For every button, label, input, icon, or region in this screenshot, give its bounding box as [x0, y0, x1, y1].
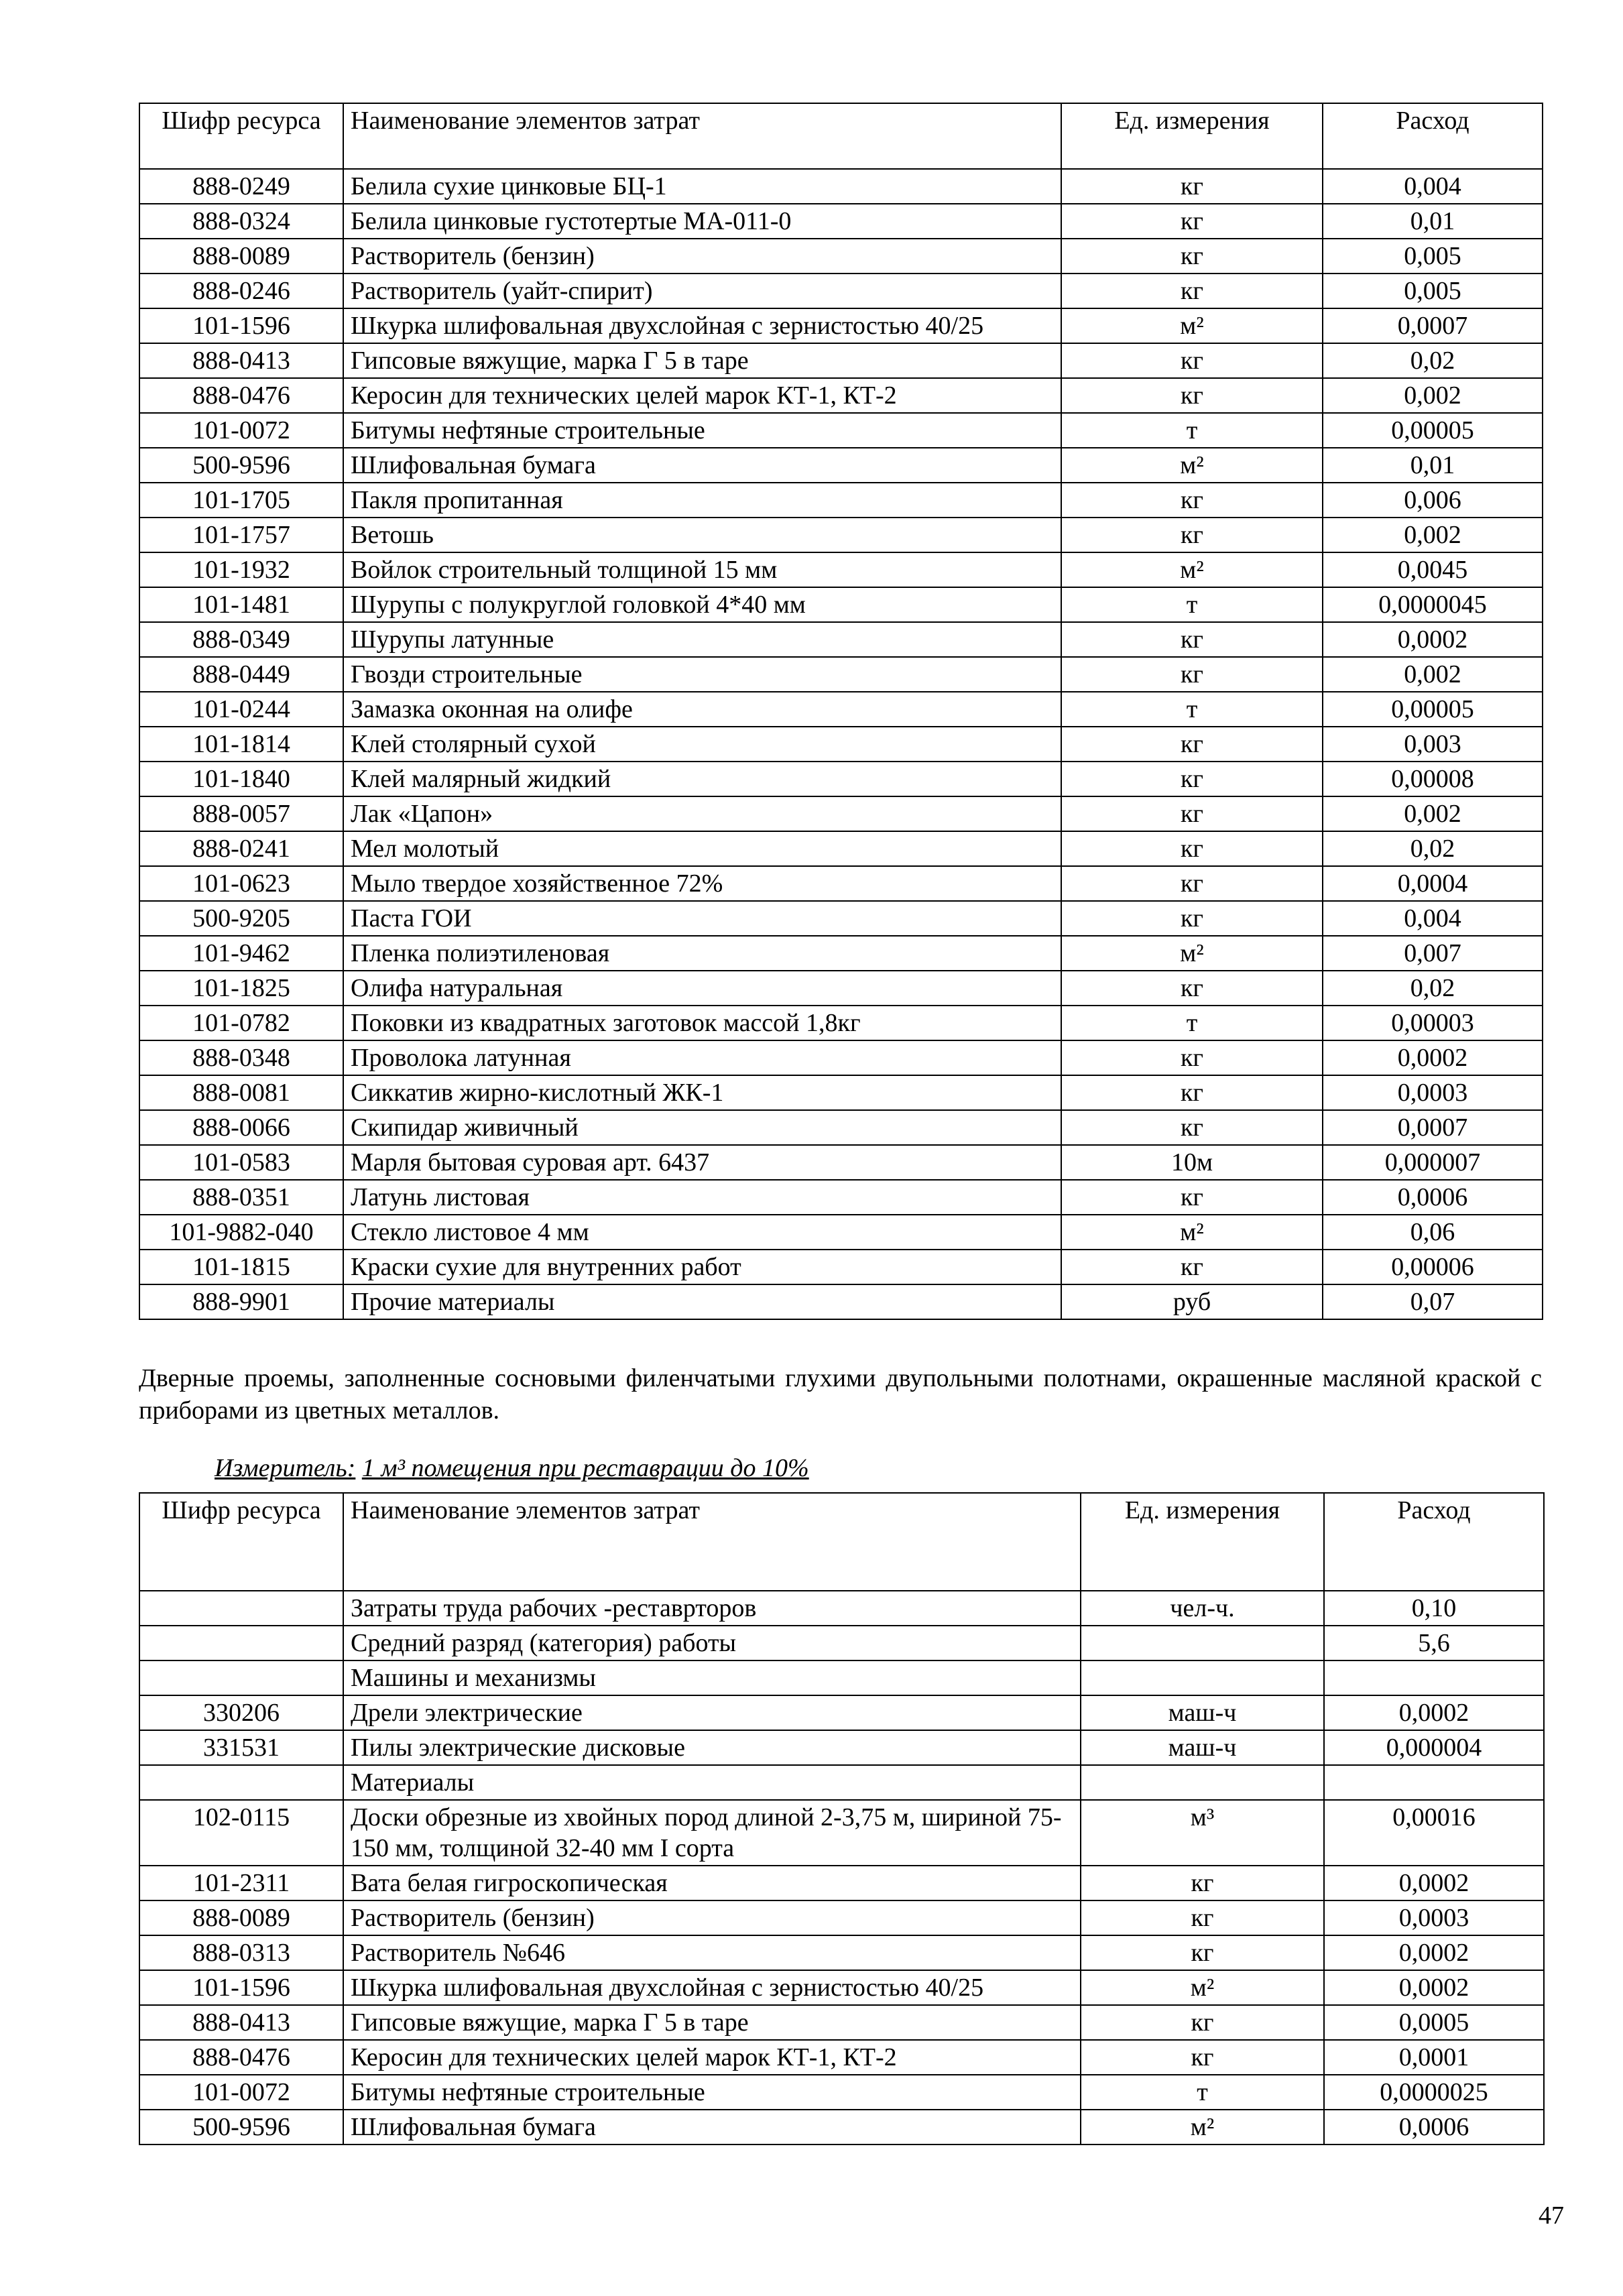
- cell-unit: кг: [1061, 866, 1323, 901]
- cell-value: 0,0002: [1324, 1866, 1544, 1900]
- cell-value: 0,02: [1323, 971, 1543, 1006]
- table-row: [139, 2005, 1544, 2040]
- cell-name: Керосин для технических целей марок КТ-1, КТ-2: [343, 378, 1061, 413]
- cell-unit: м²: [1061, 936, 1323, 971]
- cell-unit: кг: [1061, 1180, 1323, 1215]
- section-description: Дверные проемы, заполненные сосновыми филенчатыми глухими двупольными полотнами, окрашенные масляной краской с приборами из цветных металлов.: [139, 1364, 1542, 1425]
- cell-code: 888-0351: [139, 1180, 343, 1215]
- cell-name: Шлифовальная бумага: [343, 448, 1061, 483]
- table-row: [139, 1765, 1544, 1800]
- table-row: [139, 169, 1543, 204]
- table-row: [139, 1730, 1544, 1765]
- cell-unit: кг: [1081, 2005, 1324, 2040]
- table-row: [139, 343, 1543, 378]
- cell-code: 101-0072: [139, 2075, 343, 2110]
- cell-code: 888-0348: [139, 1040, 343, 1075]
- cell-code: 888-0476: [139, 378, 343, 413]
- header-value: Расход: [1323, 103, 1543, 169]
- cell-value: 0,0007: [1323, 1110, 1543, 1145]
- cell-value: 0,000004: [1324, 1730, 1544, 1765]
- cell-code: 500-9596: [139, 2110, 343, 2144]
- cell-name: Белила цинковые густотертые МА-011-0: [343, 204, 1061, 239]
- table-row: [139, 1145, 1543, 1180]
- cell-name: Замазка оконная на олифе: [343, 692, 1061, 727]
- measure-text: 1 м³ помещения при реставрации до 10%: [361, 1454, 809, 1482]
- cell-value: 0,0007: [1323, 308, 1543, 343]
- table-row: [139, 1695, 1544, 1730]
- cell-code: [139, 1765, 343, 1800]
- cell-name: Материалы: [343, 1765, 1081, 1800]
- cell-name: Вата белая гигроскопическая: [343, 1866, 1081, 1900]
- table-row: [139, 483, 1543, 518]
- cell-name: Растворитель №646: [343, 1935, 1081, 1970]
- table-row: [139, 866, 1543, 901]
- cell-name: Лак «Цапон»: [343, 796, 1061, 831]
- cell-unit: м²: [1061, 448, 1323, 483]
- table-row: [139, 518, 1543, 552]
- table-row: [139, 1040, 1543, 1075]
- cell-code: 888-0089: [139, 1900, 343, 1935]
- table-row: [139, 901, 1543, 936]
- cell-name: Затраты труда рабочих -реставрторов: [343, 1591, 1081, 1626]
- cell-value: 0,0002: [1323, 622, 1543, 657]
- table-row: [139, 587, 1543, 622]
- header-name: Наименование элементов затрат: [343, 1493, 1081, 1591]
- table-row: [139, 936, 1543, 971]
- cell-code: 101-1757: [139, 518, 343, 552]
- header-unit: Ед. измерения: [1081, 1493, 1324, 1591]
- cell-name: Пленка полиэтиленовая: [343, 936, 1061, 971]
- cell-value: 0,07: [1323, 1284, 1543, 1319]
- cell-code: 331531: [139, 1730, 343, 1765]
- table-row: [139, 378, 1543, 413]
- table-row: [139, 831, 1543, 866]
- cell-value: 0,0002: [1324, 1935, 1544, 1970]
- cell-unit: кг: [1061, 657, 1323, 692]
- cell-unit: маш-ч: [1081, 1695, 1324, 1730]
- cell-value: 0,0005: [1324, 2005, 1544, 2040]
- table-row: [139, 692, 1543, 727]
- cell-code: 888-0081: [139, 1075, 343, 1110]
- cell-unit: т: [1081, 2075, 1324, 2110]
- cell-value: 0,0002: [1324, 1970, 1544, 2005]
- table-row: [139, 727, 1543, 762]
- cell-value: 0,005: [1323, 274, 1543, 308]
- cell-value: 0,0006: [1324, 2110, 1544, 2144]
- table-row: [139, 971, 1543, 1006]
- cell-unit: м²: [1061, 552, 1323, 587]
- table-row: [139, 1284, 1543, 1319]
- cell-unit: кг: [1061, 483, 1323, 518]
- cell-value: 0,02: [1323, 343, 1543, 378]
- cell-code: 101-1481: [139, 587, 343, 622]
- cell-code: 330206: [139, 1695, 343, 1730]
- cell-unit: руб: [1061, 1284, 1323, 1319]
- cell-value: 0,00005: [1323, 413, 1543, 448]
- table-row: [139, 1006, 1543, 1040]
- cell-value: 0,0006: [1323, 1180, 1543, 1215]
- cell-code: 888-0324: [139, 204, 343, 239]
- cell-unit: кг: [1061, 762, 1323, 796]
- cell-unit: кг: [1081, 2040, 1324, 2075]
- cell-value: 0,007: [1323, 936, 1543, 971]
- cell-name: Битумы нефтяные строительные: [343, 413, 1061, 448]
- cell-unit: кг: [1061, 622, 1323, 657]
- cell-unit: кг: [1061, 727, 1323, 762]
- cell-code: 500-9205: [139, 901, 343, 936]
- cell-name: Шкурка шлифовальная двухслойная с зернистостью 40/25: [343, 308, 1061, 343]
- cell-name: Проволока латунная: [343, 1040, 1061, 1075]
- cell-unit: кг: [1081, 1900, 1324, 1935]
- cell-name: Краски сухие для внутренних работ: [343, 1250, 1061, 1284]
- table-row: [139, 448, 1543, 483]
- table-body: [139, 169, 1543, 1319]
- cell-value: 5,6: [1324, 1626, 1544, 1660]
- table-row: [139, 1180, 1543, 1215]
- cell-code: 888-0313: [139, 1935, 343, 1970]
- cell-unit: кг: [1061, 901, 1323, 936]
- cell-code: 888-0413: [139, 343, 343, 378]
- cell-unit: кг: [1061, 378, 1323, 413]
- measure-line: [215, 1452, 809, 1484]
- cell-name: Пилы электрические дисковые: [343, 1730, 1081, 1765]
- cell-value: 0,0003: [1324, 1900, 1544, 1935]
- table-row: [139, 2110, 1544, 2144]
- cell-name: Шкурка шлифовальная двухслойная с зернистостью 40/25: [343, 1970, 1081, 2005]
- cell-name: Пакля пропитанная: [343, 483, 1061, 518]
- cell-unit: [1081, 1660, 1324, 1695]
- table-row: [139, 2040, 1544, 2075]
- cell-value: 0,002: [1323, 518, 1543, 552]
- cell-code: 101-2311: [139, 1866, 343, 1900]
- cell-value: 0,00016: [1324, 1800, 1544, 1866]
- cell-unit: м²: [1081, 1970, 1324, 2005]
- cell-unit: т: [1061, 413, 1323, 448]
- cell-code: 888-0413: [139, 2005, 343, 2040]
- resource-table-1: [139, 103, 1543, 1320]
- cell-unit: кг: [1061, 1040, 1323, 1075]
- cell-name: Поковки из квадратных заготовок массой 1,8кг: [343, 1006, 1061, 1040]
- cell-code: 888-0249: [139, 169, 343, 204]
- cell-name: Марля бытовая суровая арт. 6437: [343, 1145, 1061, 1180]
- table-row: [139, 796, 1543, 831]
- cell-name: Стекло листовое 4 мм: [343, 1215, 1061, 1250]
- cell-unit: кг: [1061, 274, 1323, 308]
- cell-name: Мел молотый: [343, 831, 1061, 866]
- cell-name: Белила сухие цинковые БЦ-1: [343, 169, 1061, 204]
- cell-value: 0,006: [1323, 483, 1543, 518]
- cell-value: 0,00006: [1323, 1250, 1543, 1284]
- cell-name: Машины и механизмы: [343, 1660, 1081, 1695]
- cell-code: [139, 1591, 343, 1626]
- table-row: [139, 622, 1543, 657]
- cell-unit: маш-ч: [1081, 1730, 1324, 1765]
- cell-name: Гвозди строительные: [343, 657, 1061, 692]
- cell-unit: кг: [1061, 239, 1323, 274]
- cell-name: Шурупы с полукруглой головкой 4*40 мм: [343, 587, 1061, 622]
- cell-code: 101-1932: [139, 552, 343, 587]
- cell-unit: т: [1061, 587, 1323, 622]
- cell-unit: кг: [1061, 971, 1323, 1006]
- cell-value: 0,0045: [1323, 552, 1543, 587]
- cell-code: 888-0349: [139, 622, 343, 657]
- cell-unit: м²: [1081, 2110, 1324, 2144]
- cell-unit: кг: [1061, 169, 1323, 204]
- cell-value: [1324, 1660, 1544, 1695]
- cell-value: [1324, 1765, 1544, 1800]
- table-row: [139, 2075, 1544, 2110]
- cell-unit: кг: [1061, 343, 1323, 378]
- table-header-row: [139, 103, 1543, 169]
- cell-name: Гипсовые вяжущие, марка Г 5 в таре: [343, 343, 1061, 378]
- cell-code: 888-0476: [139, 2040, 343, 2075]
- table-row: [139, 552, 1543, 587]
- table-row: [139, 413, 1543, 448]
- cell-name: Растворитель (уайт-спирит): [343, 274, 1061, 308]
- cell-code: 101-0623: [139, 866, 343, 901]
- cell-unit: м³: [1081, 1800, 1324, 1866]
- cell-value: 0,005: [1323, 239, 1543, 274]
- cell-code: 101-1596: [139, 308, 343, 343]
- cell-code: 888-0241: [139, 831, 343, 866]
- cell-unit: чел-ч.: [1081, 1591, 1324, 1626]
- cell-value: 0,002: [1323, 378, 1543, 413]
- table-row: [139, 1591, 1544, 1626]
- cell-unit: кг: [1061, 1110, 1323, 1145]
- table-row: [139, 657, 1543, 692]
- cell-code: 101-1596: [139, 1970, 343, 2005]
- cell-value: 0,02: [1323, 831, 1543, 866]
- cell-name: Клей малярный жидкий: [343, 762, 1061, 796]
- table-header-row: [139, 1493, 1544, 1591]
- cell-value: 0,0002: [1323, 1040, 1543, 1075]
- measure-prefix: Измеритель:: [215, 1454, 356, 1482]
- cell-value: 0,00008: [1323, 762, 1543, 796]
- table-row: [139, 1800, 1544, 1866]
- header-name: Наименование элементов затрат: [343, 103, 1061, 169]
- cell-value: 0,002: [1323, 796, 1543, 831]
- cell-name: Дрели электрические: [343, 1695, 1081, 1730]
- cell-name: Керосин для технических целей марок КТ-1, КТ-2: [343, 2040, 1081, 2075]
- cell-code: 101-0583: [139, 1145, 343, 1180]
- cell-unit: кг: [1061, 831, 1323, 866]
- cell-name: Ветошь: [343, 518, 1061, 552]
- header-code: Шифр ресурса: [139, 103, 343, 169]
- cell-name: Шурупы латунные: [343, 622, 1061, 657]
- header-unit: Ед. измерения: [1061, 103, 1323, 169]
- cell-unit: [1081, 1765, 1324, 1800]
- cell-value: 0,01: [1323, 204, 1543, 239]
- cell-name: Доски обрезные из хвойных пород длиной 2-3,75 м, шириной 75-150 мм, толщиной 32-40 мм I сорта: [343, 1800, 1081, 1866]
- cell-name: Клей столярный сухой: [343, 727, 1061, 762]
- cell-code: 101-0782: [139, 1006, 343, 1040]
- cell-value: 0,003: [1323, 727, 1543, 762]
- cell-value: 0,004: [1323, 901, 1543, 936]
- table-row: [139, 1215, 1543, 1250]
- cell-unit: кг: [1061, 1075, 1323, 1110]
- cell-code: 888-9901: [139, 1284, 343, 1319]
- table-row: [139, 1250, 1543, 1284]
- cell-name: Средний разряд (категория) работы: [343, 1626, 1081, 1660]
- cell-name: Паста ГОИ: [343, 901, 1061, 936]
- cell-value: 0,000007: [1323, 1145, 1543, 1180]
- cell-value: 0,002: [1323, 657, 1543, 692]
- cell-code: 888-0089: [139, 239, 343, 274]
- table-row: [139, 1970, 1544, 2005]
- cell-unit: кг: [1061, 796, 1323, 831]
- cell-code: 101-9882-040: [139, 1215, 343, 1250]
- page-number: 47: [1539, 2201, 1564, 2230]
- cell-code: 101-1815: [139, 1250, 343, 1284]
- cell-unit: м²: [1061, 1215, 1323, 1250]
- table-row: [139, 274, 1543, 308]
- table-row: [139, 1935, 1544, 1970]
- header-code: Шифр ресурса: [139, 1493, 343, 1591]
- cell-code: 101-0072: [139, 413, 343, 448]
- cell-code: 888-0449: [139, 657, 343, 692]
- cell-code: 101-1825: [139, 971, 343, 1006]
- cell-value: 0,10: [1324, 1591, 1544, 1626]
- cell-value: 0,0000045: [1323, 587, 1543, 622]
- cell-value: 0,0002: [1324, 1695, 1544, 1730]
- header-value: Расход: [1324, 1493, 1544, 1591]
- cell-unit: 10м: [1061, 1145, 1323, 1180]
- cell-code: 101-1814: [139, 727, 343, 762]
- table-row: [139, 1660, 1544, 1695]
- cell-value: 0,00005: [1323, 692, 1543, 727]
- cell-value: 0,004: [1323, 169, 1543, 204]
- cell-code: 500-9596: [139, 448, 343, 483]
- cell-value: 0,00003: [1323, 1006, 1543, 1040]
- resource-table-2: [139, 1492, 1545, 2145]
- cell-name: Сиккатив жирно-кислотный ЖК-1: [343, 1075, 1061, 1110]
- cell-unit: кг: [1061, 204, 1323, 239]
- cell-code: 888-0066: [139, 1110, 343, 1145]
- cell-code: 101-1840: [139, 762, 343, 796]
- cell-name: Олифа натуральная: [343, 971, 1061, 1006]
- table-row: [139, 1866, 1544, 1900]
- table-row: [139, 1900, 1544, 1935]
- cell-code: 102-0115: [139, 1800, 343, 1866]
- cell-code: [139, 1660, 343, 1695]
- cell-code: [139, 1626, 343, 1660]
- table-row: [139, 1075, 1543, 1110]
- cell-name: Скипидар живичный: [343, 1110, 1061, 1145]
- cell-name: Растворитель (бензин): [343, 1900, 1081, 1935]
- cell-code: 888-0246: [139, 274, 343, 308]
- table-row: [139, 239, 1543, 274]
- cell-name: Шлифовальная бумага: [343, 2110, 1081, 2144]
- cell-name: Гипсовые вяжущие, марка Г 5 в таре: [343, 2005, 1081, 2040]
- cell-name: Растворитель (бензин): [343, 239, 1061, 274]
- cell-value: 0,06: [1323, 1215, 1543, 1250]
- cell-unit: кг: [1061, 1250, 1323, 1284]
- cell-unit: т: [1061, 692, 1323, 727]
- table-row: [139, 204, 1543, 239]
- cell-unit: кг: [1061, 518, 1323, 552]
- cell-unit: м²: [1061, 308, 1323, 343]
- cell-code: 101-1705: [139, 483, 343, 518]
- cell-unit: кг: [1081, 1866, 1324, 1900]
- cell-name: Войлок строительный толщиной 15 мм: [343, 552, 1061, 587]
- cell-name: Латунь листовая: [343, 1180, 1061, 1215]
- table-body: [139, 1591, 1544, 2144]
- table-row: [139, 1110, 1543, 1145]
- cell-value: 0,0003: [1323, 1075, 1543, 1110]
- cell-name: Битумы нефтяные строительные: [343, 2075, 1081, 2110]
- table-row: [139, 762, 1543, 796]
- cell-value: 0,0000025: [1324, 2075, 1544, 2110]
- cell-unit: [1081, 1626, 1324, 1660]
- table-row: [139, 1626, 1544, 1660]
- cell-value: 0,0004: [1323, 866, 1543, 901]
- cell-code: 101-0244: [139, 692, 343, 727]
- cell-value: 0,01: [1323, 448, 1543, 483]
- cell-code: 888-0057: [139, 796, 343, 831]
- cell-unit: кг: [1081, 1935, 1324, 1970]
- cell-unit: т: [1061, 1006, 1323, 1040]
- cell-code: 101-9462: [139, 936, 343, 971]
- cell-name: Прочие материалы: [343, 1284, 1061, 1319]
- cell-name: Мыло твердое хозяйственное 72%: [343, 866, 1061, 901]
- cell-value: 0,0001: [1324, 2040, 1544, 2075]
- table-row: [139, 308, 1543, 343]
